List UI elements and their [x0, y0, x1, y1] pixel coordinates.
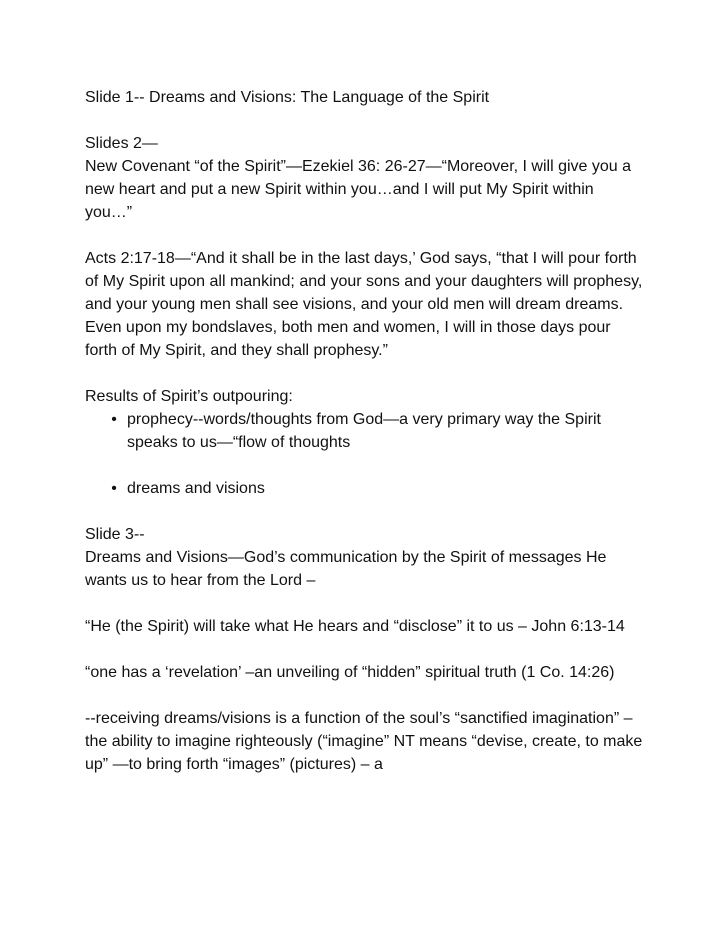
bullet-item-dreams: [85, 477, 645, 500]
revelation-paragraph: “one has a ‘revelation’ –an unveiling of “hidden” spiritual truth (1 Co. 14:26): [85, 664, 615, 681]
slide-3-heading: Slide 3--: [85, 526, 145, 543]
john-paragraph: “He (the Spirit) will take what He hears and “disclose” it to us – John 6:13-14: [85, 618, 625, 635]
new-covenant-paragraph: New Covenant “of the Spirit”—Ezekiel 36: 26-27—“Moreover, I will give you a new heart and put a new Spirit within you…and I will put My Spirit within you…”: [85, 158, 632, 221]
results-heading: Results of Spirit’s outpouring:: [85, 388, 293, 405]
bullet-icon: •: [111, 411, 117, 428]
bullet-text-prophecy: prophecy--words/thoughts from God—a very primary way the Spirit speaks to us—“flow of thoughts: [127, 411, 601, 451]
results-bullet-list: [85, 408, 645, 500]
slide-1-title: Slide 1-- Dreams and Visions: The Language of the Spirit: [85, 89, 490, 106]
bullet-item-prophecy: [85, 408, 645, 454]
document-page: [85, 86, 645, 799]
bullet-spacer: [85, 454, 645, 477]
acts-paragraph: Acts 2:17-18—“And it shall be in the last days,’ God says, “that I will pour forth of My Spirit upon all mankind; and your sons and your daughters will prophesy, and your young men shall see visions, and your old men will dream dreams. Even upon my bondslaves, both men and women, I will in those days pour forth of My Spirit, and they shall prophesy.”: [85, 250, 643, 359]
receiving-paragraph: --receiving dreams/visions is a function of the soul’s “sanctified imagination” – the ability to imagine righteously (“imagine” NT means “devise, create, to make up” —to bring forth “images” (pictures) – a: [85, 710, 643, 773]
section-spacer: [85, 500, 645, 523]
dreams-visions-paragraph: Dreams and Visions—God’s communication by the Spirit of messages He wants us to hear from the Lord –: [85, 549, 607, 589]
slide-2-heading: Slides 2—: [85, 135, 158, 152]
bullet-icon: •: [111, 480, 117, 497]
bullet-text-dreams: dreams and visions: [127, 480, 265, 497]
